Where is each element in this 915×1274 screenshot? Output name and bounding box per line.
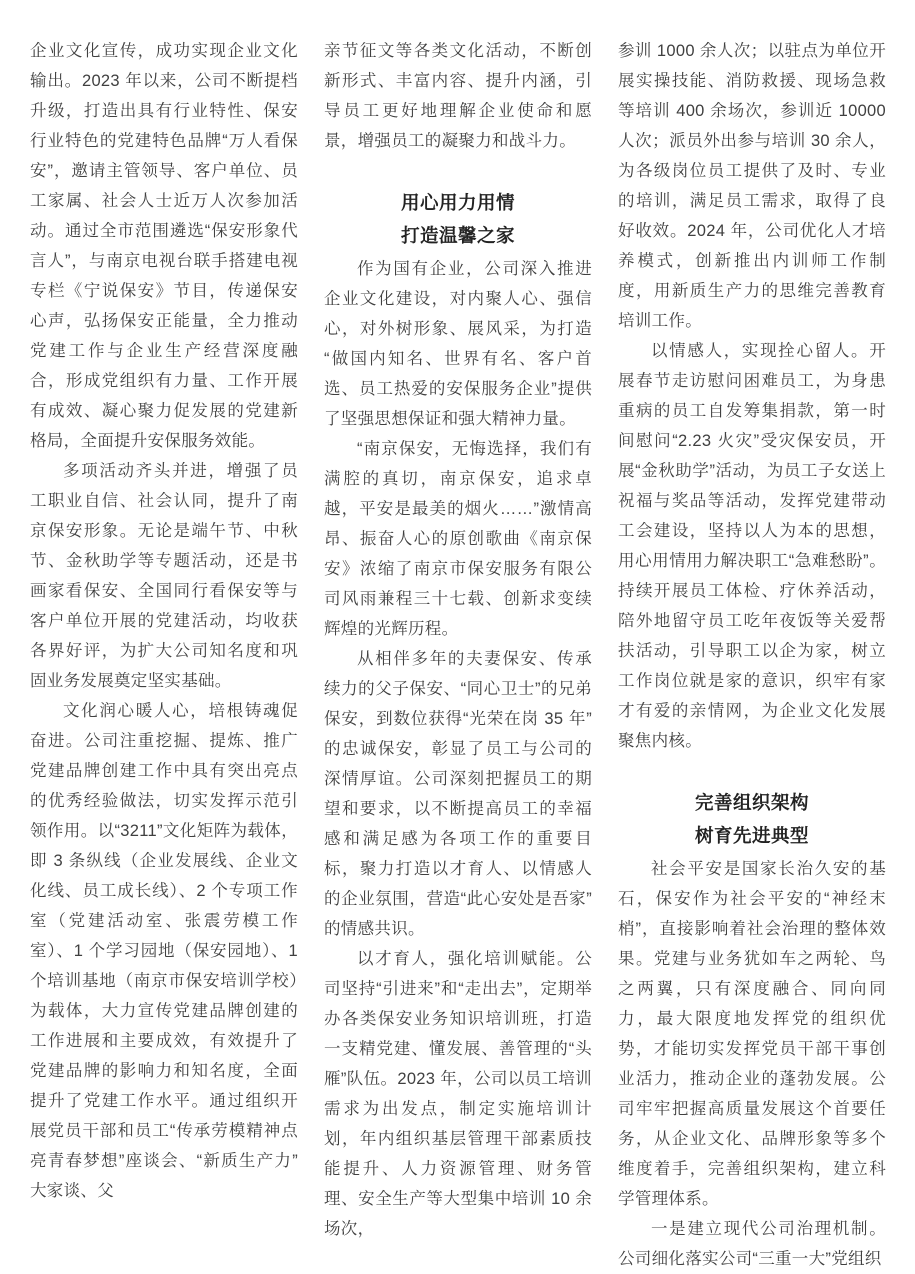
section-heading-line: 树育先进典型 [694, 825, 809, 846]
section-heading-line: 完善组织架构 [694, 792, 809, 813]
section-heading-organization [618, 786, 886, 852]
paragraph: 以才育人，强化培训赋能。公司坚持“引进来”和“走出去”，定期举办各类保安业务知识培训班，打造一支精党建、懂发展、善管理的“头雁”队伍。2023 年，公司以员工培训需求为出发点，制定实施培训计划，年内组织基层管理干部素质技能提升、人力资源管理、财务管理、安全生产等大型集中培训 10 余场次， [324, 950, 592, 1238]
section-heading-line: 打造温馨之家 [400, 225, 515, 246]
text-column-2 [324, 36, 592, 1238]
paragraph: 亲节征文等各类文化活动，不断创新形式、丰富内容、提升内涵，引导员工更好地理解企业使命和愿景，增强员工的凝聚力和战斗力。 [324, 42, 592, 150]
paragraph: 从相伴多年的夫妻保安、传承续力的父子保安、“同心卫士”的兄弟保安，到数位获得“光荣在岗 35 年”的忠诚保安，彰显了员工与公司的深情厚谊。公司深刻把握员工的期望和要求，以不断提高员工的幸福感和满足感为各项工作的重要目标，聚力打造以才育人、以情感人的企业氛围，营造“此心安处是吾家”的情感共识。 [324, 650, 592, 938]
paragraph: 社会平安是国家长治久安的基石，保安作为社会平安的“神经末梢”，直接影响着社会治理的整体效果。党建与业务犹如车之两轮、鸟之两翼，只有深度融合、同向同力，最大限度地发挥党的组织优势，才能切实发挥党员干部干事创业活力，推动企业的蓬勃发展。公司牢牢把握高质量发展这个首要任务，从企业文化、品牌形象等多个维度着手，完善组织架构，建立科学管理体系。 [618, 860, 886, 1208]
text-column-1 [30, 36, 298, 1210]
text-column-3 [618, 36, 886, 1268]
paragraph: 文化润心暖人心，培根铸魂促奋进。公司注重挖掘、提炼、推广党建品牌创建工作中具有突出亮点的优秀经验做法，切实发挥示范引领作用。以“3211”文化矩阵为载体，即 3 条纵线（企业发展线、企业文化线、员工成长线）、2 个专项工作室（党建活动室、张震劳模工作室）、1 个学习园地（保安园地）、1 个培训基地（南京市保安培训学校）为载体，大力宣传党建品牌创建的工作进展和主要成效，有效提升了党建品牌的影响力和知名度，全面提升了党建工作水平。通过组织开展党员干部和员工“传承劳模精神点亮青春梦想”座谈会、“新质生产力”大家谈、父 [30, 702, 298, 1200]
paragraph: 一是建立现代公司治理机制。公司细化落实公司“三重一大”党组织 [618, 1220, 886, 1268]
paragraph: “南京保安，无悔选择，我们有满腔的真切，南京保安，追求卓越，平安是最美的烟火……”激情高昂、振奋人心的原创歌曲《南京保安》浓缩了南京市保安服务有限公司风雨兼程三十七载、创新求变续辉煌的光辉历程。 [324, 440, 592, 638]
paragraph: 以情感人，实现拴心留人。开展春节走访慰问困难员工，为身患重病的员工自发筹集捐款，第一时间慰问“2.23 火灾”受灾保安员，开展“金秋助学”活动，为员工子女送上祝福与奖品等活动，发挥党建带动工会建设，坚持以人为本的思想，用心用情用力解决职工“急难愁盼”。持续开展员工体检、疗休养活动，陪外地留守员工吃年夜饭等关爱帮扶活动，引导职工以企为家，树立工作岗位就是家的意识，织牢有家才有爱的亲情网，为企业文化发展聚焦内核。 [618, 342, 886, 750]
paragraph: 作为国有企业，公司深入推进企业文化建设，对内聚人心、强信心，对外树形象、展风采，为打造“做国内知名、世界有名、客户首选、员工热爱的安保服务企业”提供了坚强思想保证和强大精神力量。 [324, 260, 592, 428]
paragraph: 参训 1000 余人次；以驻点为单位开展实操技能、消防救援、现场急救等培训 400 余场次，参训近 10000 人次；派员外出参与培训 30 余人，为各级岗位员工提供了及时、专业的培训，满足员工需求，取得了良好收效。2024 年，公司优化人才培养模式，创新推出内训师工作制度，用新质生产力的思维完善教育培训工作。 [618, 42, 886, 330]
paragraph: 企业文化宣传，成功实现企业文化输出。2023 年以来，公司不断提档升级，打造出具有行业特性、保安行业特色的党建特色品牌“万人看保安”，邀请主管领导、客户单位、员工家属、社会人士近万人次参加活动。通过全市范围遴选“保安形象代言人”，与南京电视台联手搭建电视专栏《宁说保安》节目，传递保安心声，弘扬保安正能量，全力推动党建工作与企业生产经营深度融合，形成党组织有力量、工作开展有成效、凝心聚力促发展的党建新格局，全面提升安保服务效能。 [30, 42, 298, 450]
section-heading-warm-home [324, 186, 592, 252]
paragraph: 多项活动齐头并进，增强了员工职业自信、社会认同，提升了南京保安形象。无论是端午节、中秋节、金秋助学等专题活动，还是书画家看保安、全国同行看保安等与客户单位开展的党建活动，均收获各界好评，为扩大公司知名度和巩固业务发展奠定坚实基础。 [30, 462, 298, 690]
section-heading-line: 用心用力用情 [400, 192, 515, 213]
